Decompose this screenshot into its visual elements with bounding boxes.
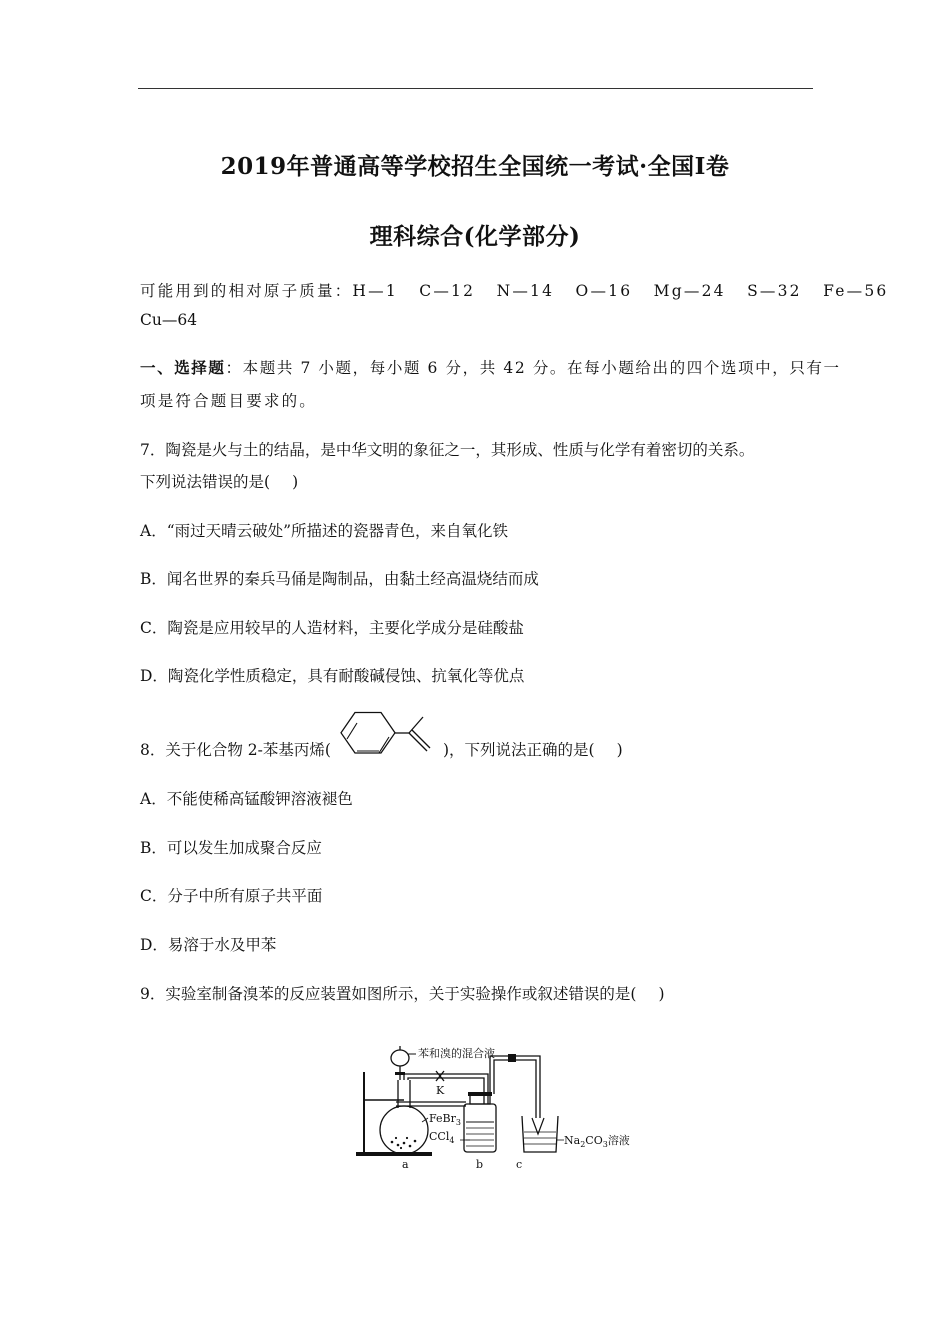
- q8-stem: [140, 738, 623, 761]
- funnel-label: 苯和溴的混合液: [418, 1047, 495, 1060]
- q8-number: 8．: [140, 741, 166, 759]
- valve-label: K: [436, 1084, 445, 1097]
- atomic-mass-mg: Mg—24: [653, 282, 726, 300]
- q7-stem-line1: [140, 438, 754, 460]
- q7-option-c: C．陶瓷是应用较早的人造材料，主要化学成分是硅酸盐: [140, 619, 524, 637]
- atomic-masses-line1: [140, 279, 888, 301]
- atomic-mass-s: S—32: [747, 282, 802, 300]
- flask-label-ccl4: CCl$_4$: [429, 1130, 455, 1145]
- 2-phenylpropene-structure-icon: [333, 711, 441, 761]
- exam-title: 2019年普通高等学校招生全国统一考试·全国Ⅰ卷: [220, 153, 730, 180]
- q8-option-b: B．可以发生加成聚合反应: [140, 839, 322, 857]
- q7-number: 7．: [140, 441, 166, 459]
- q8-stem-after: )，下列说法正确的是(: [442, 741, 595, 759]
- q8-stem-before: 关于化合物 2-苯基丙烯(: [165, 741, 331, 759]
- q8-option-a: A．不能使稀高锰酸钾溶液褪色: [140, 790, 353, 808]
- section1-heading: 一、选择题: [140, 358, 226, 377]
- q9-number: 9．: [140, 985, 166, 1003]
- q7-stem-text1: 陶瓷是火与土的结晶，是中华文明的象征之一，其形成、性质与化学有着密切的关系。: [165, 441, 755, 459]
- q7-stem-line2: [140, 470, 298, 492]
- q9-stem-close: ): [658, 985, 665, 1003]
- section1-line1: [140, 356, 841, 378]
- atomic-masses-prefix: 可能用到的相对原子质量：: [140, 282, 353, 300]
- beaker-label: $Na_2CO_3$溶液: [564, 1134, 630, 1149]
- exam-subtitle: 理科综合(化学部分): [369, 223, 581, 250]
- atomic-mass-n: N—14: [496, 282, 555, 300]
- label-a: a: [402, 1158, 409, 1171]
- flask-label-febr3: FeBr$_3$: [429, 1112, 461, 1127]
- atomic-masses-line2: [140, 311, 197, 329]
- atomic-mass-c: C—12: [419, 282, 476, 300]
- q9-stem-text: 实验室制备溴苯的反应装置如图所示，关于实验操作或叙述错误的是(: [165, 985, 637, 1003]
- section1-desc: ：本题共 7 小题，每小题 6 分，共 42 分。在每小题给出的四个选项中，只有一: [225, 359, 841, 377]
- label-c: c: [516, 1158, 523, 1171]
- bromobenzene-apparatus-icon: [352, 1042, 630, 1172]
- q9-stem: [140, 982, 665, 1004]
- q7-option-b: B．闻名世界的秦兵马俑是陶制品，由黏土经高温烧结而成: [140, 570, 539, 588]
- q8-option-d: D．易溶于水及甲苯: [140, 936, 277, 954]
- atomic-mass-o: O—16: [575, 282, 633, 300]
- atomic-mass-h: H—1: [352, 282, 398, 300]
- header-rule: [138, 88, 813, 89]
- label-b: b: [476, 1158, 484, 1171]
- q7-stem-text2: 下列说法错误的是(: [140, 473, 271, 491]
- q7-option-a: A．“雨过天晴云破处”所描述的瓷器青色，来自氧化铁: [140, 522, 509, 540]
- q7-stem-close: ): [292, 473, 299, 491]
- atomic-mass-cu: Cu—64: [140, 311, 198, 329]
- q8-stem-close: ): [616, 741, 623, 759]
- q8-option-c: C．分子中所有原子共平面: [140, 887, 323, 905]
- atomic-mass-fe: Fe—56: [823, 282, 889, 300]
- section1-line2: 项是符合题目要求的。: [140, 392, 318, 410]
- q7-option-d: D．陶瓷化学性质稳定，具有耐酸碱侵蚀、抗氧化等优点: [140, 667, 525, 685]
